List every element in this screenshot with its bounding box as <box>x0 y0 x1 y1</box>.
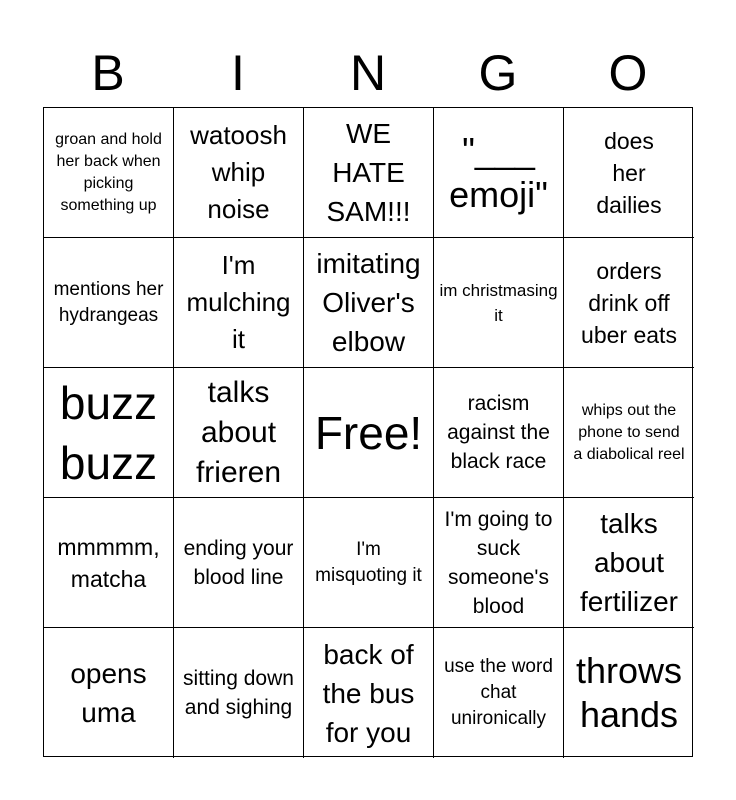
cell-text: watoosh whip noise <box>190 120 287 224</box>
bingo-cell-n5[interactable] <box>304 628 434 758</box>
header-letter-i: I <box>231 45 245 101</box>
cell-text: groan and hold her back when picking something up <box>55 130 162 214</box>
cell-text: does her dailies <box>596 127 662 218</box>
cell-text: imitating Oliver's elbow <box>316 248 421 357</box>
bingo-cell-b5[interactable] <box>44 628 174 758</box>
bingo-cell-b4[interactable] <box>44 498 174 628</box>
header-letter-n: N <box>349 45 387 101</box>
cell-text: WE HATE SAM!!! <box>326 118 411 227</box>
cell-text: throws hands <box>575 650 683 735</box>
free-space-text: Free! <box>314 406 423 459</box>
cell-text: back of the bus for you <box>322 638 415 748</box>
cell-text: mentions her hydrangeas <box>53 278 164 326</box>
bingo-board <box>43 107 693 757</box>
cell-text: buzz buzz <box>59 376 158 489</box>
cell-text: "___ emoji" <box>449 129 548 215</box>
bingo-cell-o2[interactable] <box>564 238 694 368</box>
bingo-cell-n1[interactable] <box>304 108 434 238</box>
bingo-cell-i5[interactable] <box>174 628 304 758</box>
bingo-cell-g4[interactable] <box>434 498 564 628</box>
bingo-cell-g1[interactable] <box>434 108 564 238</box>
bingo-header <box>43 40 693 106</box>
cell-text: ending your blood line <box>183 536 294 589</box>
bingo-cell-o1[interactable] <box>564 108 694 238</box>
cell-text: I'm misquoting it <box>315 538 422 586</box>
cell-text: I'm mulching it <box>186 250 291 354</box>
cell-text: im christmasing it <box>439 280 558 325</box>
bingo-cell-b1[interactable] <box>44 108 174 238</box>
cell-text: talks about frieren <box>195 375 282 489</box>
cell-text: racism against the black race <box>447 392 550 473</box>
cell-text: talks about fertilizer <box>579 508 678 617</box>
bingo-cell-b2[interactable] <box>44 238 174 368</box>
cell-text: sitting down and sighing <box>183 667 294 719</box>
bingo-cell-o3[interactable] <box>564 368 694 498</box>
bingo-cell-i1[interactable] <box>174 108 304 238</box>
bingo-cell-g2[interactable] <box>434 238 564 368</box>
bingo-cell-i3[interactable] <box>174 368 304 498</box>
header-letter-b: B <box>91 45 125 101</box>
bingo-cell-o4[interactable] <box>564 498 694 628</box>
cell-text: use the word chat unironically <box>444 656 553 729</box>
bingo-cell-free[interactable] <box>304 368 434 498</box>
bingo-cell-n4[interactable] <box>304 498 434 628</box>
bingo-cell-o5[interactable] <box>564 628 694 758</box>
cell-text: opens uma <box>70 658 147 728</box>
bingo-cell-n2[interactable] <box>304 238 434 368</box>
header-letter-o: O <box>608 45 648 101</box>
header-letter-g: G <box>478 45 518 101</box>
bingo-cell-b3[interactable] <box>44 368 174 498</box>
bingo-cell-i4[interactable] <box>174 498 304 628</box>
bingo-cell-g5[interactable] <box>434 628 564 758</box>
bingo-cell-g3[interactable] <box>434 368 564 498</box>
cell-text: mmmmm, matcha <box>57 533 160 592</box>
cell-text: whips out the phone to send a diabolical reel <box>573 401 685 463</box>
cell-text: I'm going to suck someone's blood <box>444 507 553 618</box>
bingo-cell-i2[interactable] <box>174 238 304 368</box>
cell-text: orders drink off uber eats <box>581 257 677 348</box>
